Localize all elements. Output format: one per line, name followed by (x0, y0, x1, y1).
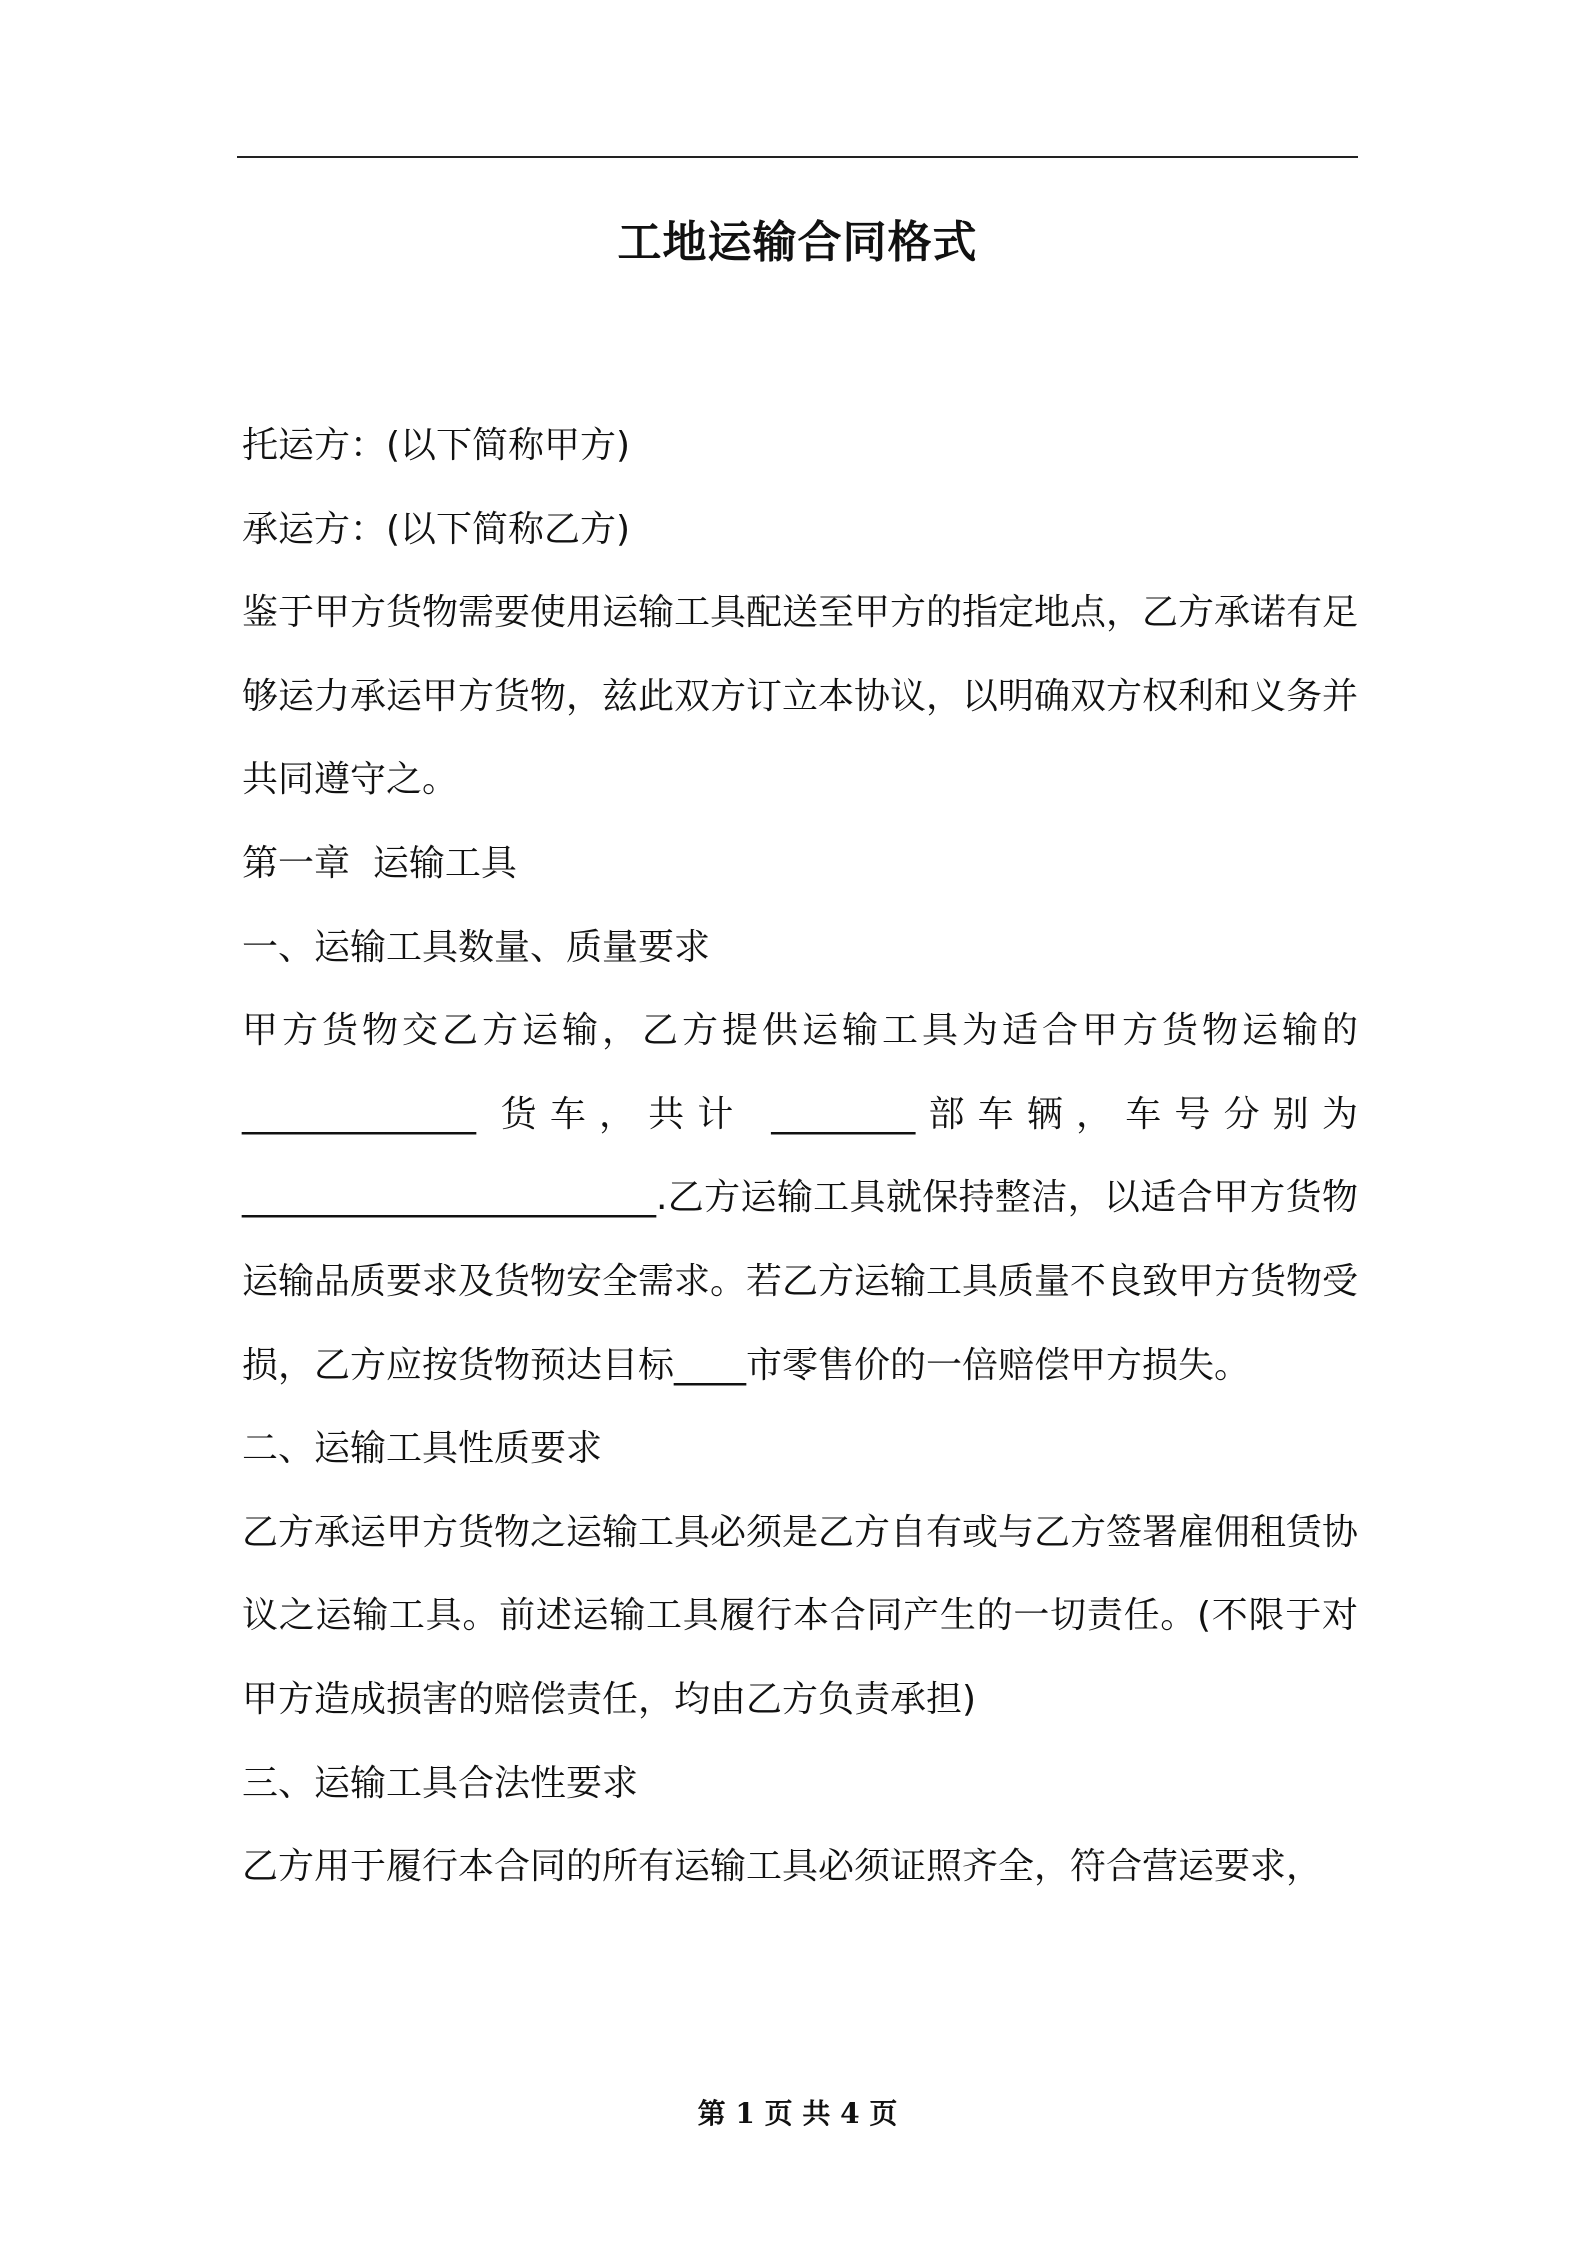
clause-1-line-1: 甲方货物交乙方运输，乙方提供运输工具为适合甲方货物运输的 (242, 1010, 1358, 1052)
chapter-heading: 第一章 运输工具 (242, 842, 517, 884)
header-rule (237, 156, 1358, 158)
clause-1-paragraph: _______________________.乙方运输工具就保持整洁，以适合甲方货物运输品质要求及货物安全需求。若乙方运输工具质量不良致甲方货物受损，乙方应按货物预达目标____市零售价的一倍赔偿甲方损失。 (242, 1177, 1359, 1386)
document-body (242, 404, 1358, 1909)
section-heading-3: 三、运输工具合法性要求 (242, 1762, 639, 1804)
document-title: 工地运输合同格式 (617, 217, 978, 268)
party-a-line: 托运方：(以下简称甲方) (242, 425, 631, 466)
party-b-line: 承运方：(以下简称乙方) (242, 508, 631, 550)
section-heading-2: 二、运输工具性质要求 (242, 1428, 603, 1470)
section-heading-1: 一、运输工具数量、质量要求 (242, 926, 711, 968)
page-number: 第 1 页 共 4 页 (697, 2097, 898, 2130)
clause-1-line-2: _____________ 货车，共计 ________部车辆，车号分别为 (242, 1093, 1358, 1135)
clause-2-paragraph: 乙方承运甲方货物之运输工具必须是乙方自有或与乙方签署雇佣租赁协议之运输工具。前述运输工具履行本合同产生的一切责任。(不限于对甲方造成损害的赔偿责任，均由乙方负责承担) (242, 1511, 1359, 1720)
clause-3-paragraph: 乙方用于履行本合同的所有运输工具必须证照齐全，符合营运要求， (242, 1846, 1323, 1888)
preamble-paragraph: 鉴于甲方货物需要使用运输工具配送至甲方的指定地点，乙方承诺有足够运力承运甲方货物，兹此双方订立本协议，以明确双方权利和义务并共同遵守之。 (242, 592, 1359, 801)
